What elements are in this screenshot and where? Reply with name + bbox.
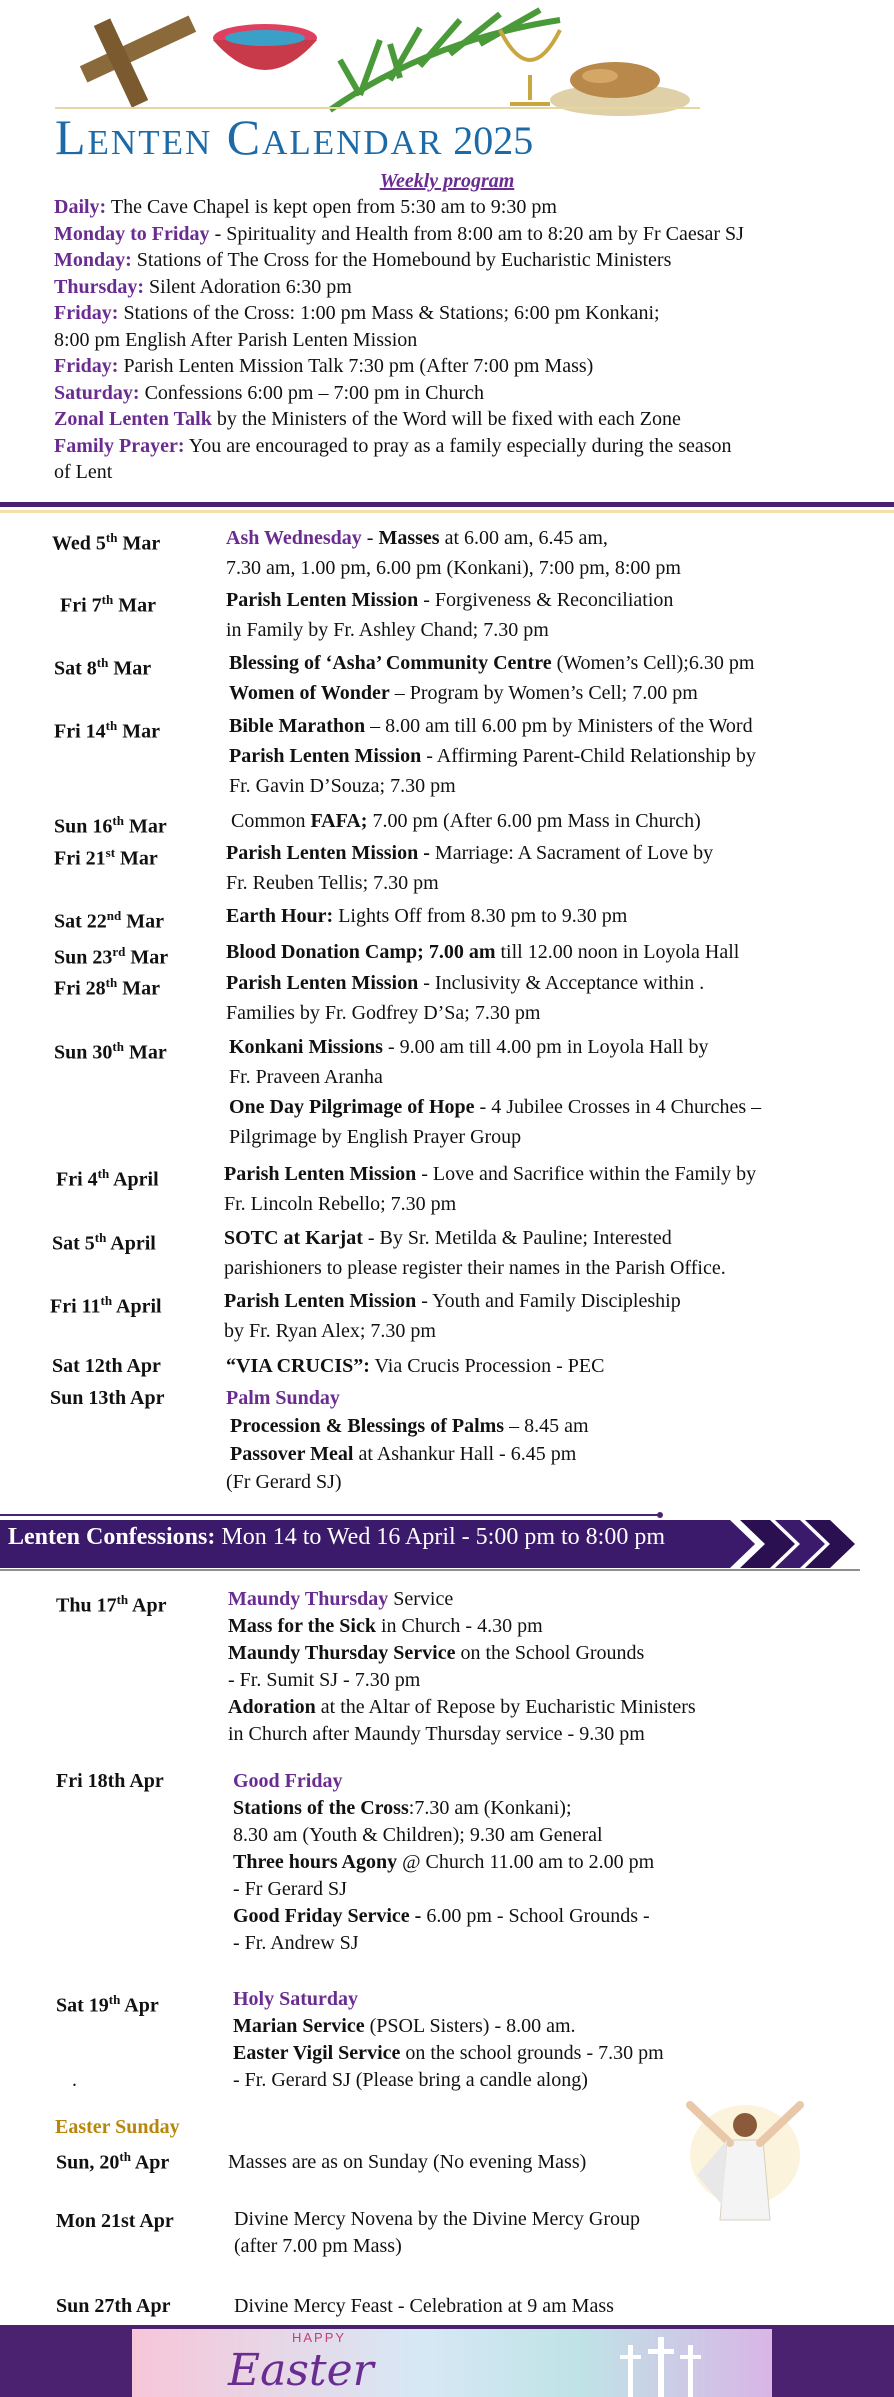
event-details: Blood Donation Camp; 7.00 am till 12.00 noon in Loyola Hall bbox=[226, 941, 740, 963]
event-details: SOTC at Karjat - By Sr. Metilda & Pauline; Interested parishioners to please register their names in the Parish Office. bbox=[224, 1227, 726, 1279]
event-details: Palm Sunday Procession & Blessings of Palms – 8.45 am Passover Meal at Ashankur Hall - 6.45 pm (Fr Gerard SJ) bbox=[226, 1387, 589, 1493]
event-details: Masses are as on Sunday (No evening Mass) bbox=[228, 2151, 587, 2173]
event-details: Holy Saturday Marian Service (PSOL Sisters) - 8.00 am. Easter Vigil Service on the school grounds - 7.30 pm - Fr. Gerard SJ (Please bring a candle along) bbox=[233, 1988, 664, 2091]
event-details: Divine Mercy Novena by the Divine Mercy Group (after 7.00 pm Mass) bbox=[234, 2208, 640, 2257]
event-date: Wed 5th Mar bbox=[52, 530, 161, 555]
event-details: Good Friday Stations of the Cross:7.30 am (Konkani); 8.30 am (Youth & Children); 9.30 am General Three hours Agony @ Church 11.00 am to 2.00 pm - Fr Gerard SJ Good Friday Service - 6.00 pm - School Grounds - - Fr. Andrew SJ bbox=[233, 1770, 655, 1954]
event-date: Sat 19th Apr bbox=[56, 1992, 159, 2017]
event-details: Divine Mercy Feast - Celebration at 9 am Mass bbox=[234, 2295, 614, 2317]
event-date: Sun 16th Mar bbox=[54, 813, 167, 838]
weekly-line: Daily: The Cave Chapel is kept open from 5:30 am to 9:30 pm bbox=[54, 196, 557, 218]
event-details: “VIA CRUCIS”: Via Crucis Procession - PEC bbox=[226, 1355, 605, 1377]
three-crosses-icon bbox=[610, 2331, 710, 2397]
divider bbox=[0, 510, 894, 513]
confessions-banner-text: Lenten Confessions: Mon 14 to Wed 16 April - 5:00 pm to 8:00 pm bbox=[8, 1524, 665, 1550]
event-details: Bible Marathon – 8.00 am till 6.00 pm by Ministers of the Word Parish Lenten Mission - Affirming Parent-Child Relationship by Fr. Gavin D’Souza; 7.30 pm bbox=[229, 715, 756, 797]
dot-mark: . bbox=[72, 2069, 77, 2091]
cross-icon bbox=[80, 15, 196, 107]
weekly-line: Monday: Stations of The Cross for the Homebound by Eucharistic Ministers bbox=[54, 249, 672, 271]
weekly-line: of Lent bbox=[54, 461, 113, 483]
event-date: Sun, 20th Apr bbox=[56, 2149, 170, 2174]
event-date: Fri 28th Mar bbox=[54, 975, 160, 1000]
title-year: 2025 bbox=[453, 118, 534, 163]
event-date: Sat 12th Apr bbox=[52, 1355, 161, 1377]
header bbox=[0, 0, 894, 170]
event-date: Mon 21st Apr bbox=[56, 2210, 174, 2232]
event-date: Sat 8th Mar bbox=[54, 655, 152, 680]
event-date: Fri 4th April bbox=[56, 1166, 159, 1191]
happy-label: HAPPY bbox=[292, 2330, 347, 2345]
event-details: Parish Lenten Mission - Love and Sacrifice within the Family by Fr. Lincoln Rebello; 7.30 pm bbox=[224, 1163, 757, 1215]
event-date: Fri 14th Mar bbox=[54, 718, 160, 743]
event-date: Sat 22nd Mar bbox=[54, 908, 165, 933]
event-details: Parish Lenten Mission - Marriage: A Sacrament of Love by Fr. Reuben Tellis; 7.30 pm bbox=[226, 842, 714, 894]
event-date: Sun 23rd Mar bbox=[54, 944, 169, 969]
event-date: Fri 11th April bbox=[50, 1293, 162, 1318]
event-date: Sat 5th April bbox=[52, 1230, 156, 1255]
event-date: Sun 27th Apr bbox=[56, 2295, 171, 2317]
weekly-line: Saturday: Confessions 6:00 pm – 7:00 pm in Church bbox=[54, 381, 485, 404]
chalice-icon bbox=[500, 30, 560, 104]
event-details: Konkani Missions - 9.00 am till 4.00 pm in Loyola Hall by Fr. Praveen Aranha One Day Pilgrimage of Hope - 4 Jubilee Crosses in 4 Churches – Pilgrimage by English Prayer Group bbox=[229, 1036, 762, 1148]
event-details: Blessing of ‘Asha’ Community Centre (Women’s Cell);6.30 pm Women of Wonder – Program by Women’s Cell; 7.00 pm bbox=[229, 652, 755, 704]
event-date: Thu 17th Apr bbox=[56, 1592, 167, 1617]
event-date: Sun 30th Mar bbox=[54, 1039, 167, 1064]
event-date: Sun 13th Apr bbox=[50, 1387, 165, 1409]
weekly-line: Friday: Stations of the Cross: 1:00 pm Mass & Stations; 6:00 pm Konkani; bbox=[54, 302, 660, 324]
event-details: Parish Lenten Mission - Inclusivity & Acceptance within . Families by Fr. Godfrey D’Sa; 7.30 pm bbox=[226, 972, 705, 1024]
event-details: Common FAFA; 7.00 pm (After 6.00 pm Mass in Church) bbox=[231, 810, 701, 832]
weekly-program bbox=[54, 194, 874, 486]
bowl-icon bbox=[213, 24, 317, 70]
page-title: Lenten Calendar 2025 bbox=[55, 109, 534, 165]
event-details: Maundy Thursday Service Mass for the Sick in Church - 4.30 pm Maundy Thursday Service on the School Grounds - Fr. Sumit SJ - 7.30 pm Adoration at the Altar of Repose by Eucharistic Ministers in Church after Maundy Thursday service - 9.30 pm bbox=[228, 1588, 696, 1745]
weekly-line: Family Prayer: You are encouraged to pray as a family especially during the season bbox=[54, 434, 732, 457]
weekly-line: Zonal Lenten Talk by the Ministers of the Word will be fixed with each Zone bbox=[54, 408, 681, 430]
event-date: Fri 21st Mar bbox=[54, 845, 158, 870]
divider bbox=[0, 502, 894, 507]
weekly-line: Thursday: Silent Adoration 6:30 pm bbox=[54, 275, 352, 298]
easter-label: Easter bbox=[228, 2345, 374, 2396]
event-details: Ash Wednesday - Masses at 6.00 am, 6.45 am, 7.30 am, 1.00 pm, 6.00 pm (Konkani), 7:00 pm, 8:00 pm bbox=[226, 527, 681, 579]
event-details: Parish Lenten Mission - Youth and Family Discipleship by Fr. Ryan Alex; 7.30 pm bbox=[224, 1290, 681, 1342]
weekly-line: Monday to Friday - Spirituality and Health from 8:00 am to 8:20 am by Fr Caesar SJ bbox=[54, 222, 744, 245]
easter-heading: Easter Sunday bbox=[55, 2116, 180, 2138]
event-details: Earth Hour: Lights Off from 8.30 pm to 9.30 pm bbox=[226, 905, 628, 927]
event-date: Fri 18th Apr bbox=[56, 1770, 164, 1792]
event-details: Parish Lenten Mission - Forgiveness & Reconciliation in Family by Fr. Ashley Chand; 7.30 pm bbox=[226, 589, 674, 641]
event-date: Fri 7th Mar bbox=[60, 592, 156, 617]
weekly-line: Friday: Parish Lenten Mission Talk 7:30 pm (After 7:00 pm Mass) bbox=[54, 355, 594, 377]
subtitle: Weekly program bbox=[379, 170, 515, 192]
weekly-line: 8:00 pm English After Parish Lenten Mission bbox=[54, 328, 418, 351]
